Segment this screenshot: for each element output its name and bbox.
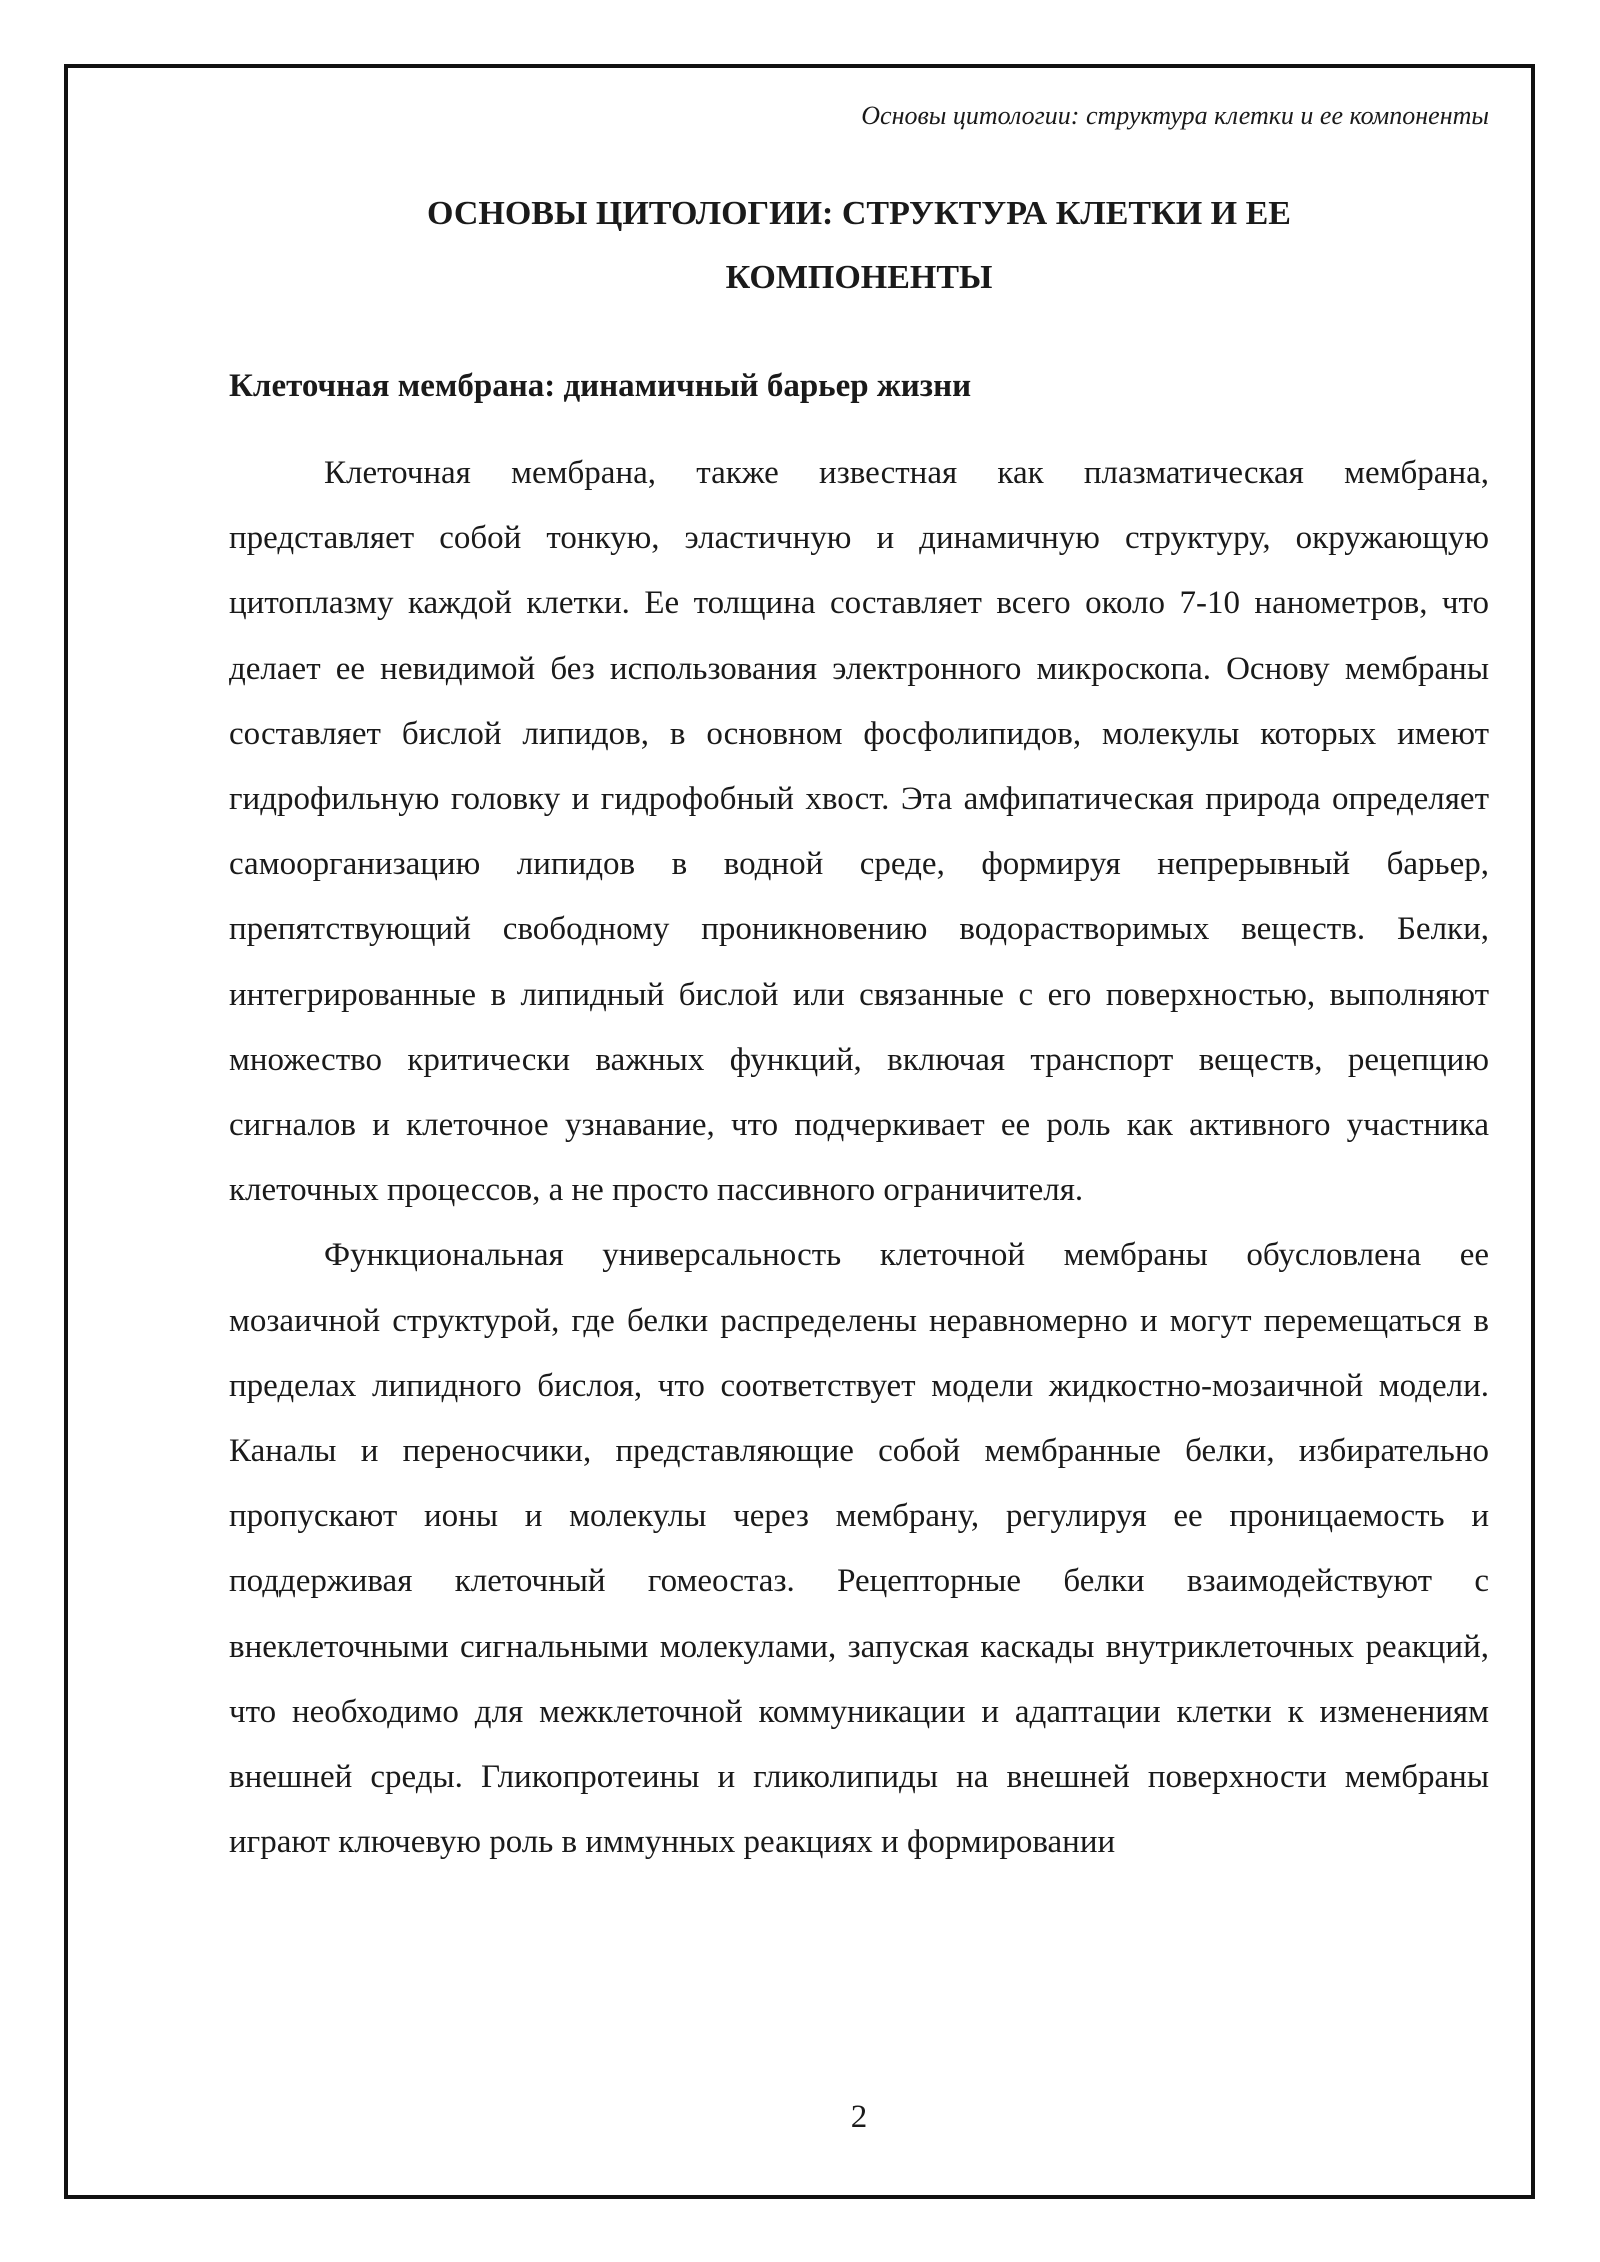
section-heading: Клеточная мембрана: динамичный барьер жизни [229, 368, 972, 404]
paragraph: Клеточная мембрана, также известная как плазматическая мембрана, представляет собой тонкую, эластичную и динамичную структуру, окружающую цитоплазму каждой клетки. Ее толщина составляет всего около 7-10 нанометров, что делает ее невидимой без использования электронного микроскопа. Основу мембраны составляет бислой липидов, в основном фосфолипидов, молекулы которых имеют гидрофильную головку и гидрофобный хвост. Эта амфипатическая природа определяет самоорганизацию липидов в водной среде, формируя непрерывный барьер, препятствующий свободному проникновению водорастворимых веществ. Белки, интегрированные в липидный бислой или связанные с его поверхностью, выполняют множество критически важных функций, включая транспорт веществ, рецепцию сигналов и клеточное узнавание, что подчеркивает ее роль как активного участника клеточных процессов, а не просто пассивного ограничителя. [229, 455, 1489, 1209]
page-number: 2 [850, 2099, 868, 2135]
document-title [229, 182, 1489, 310]
body-text [229, 441, 1489, 1875]
running-header: Основы цитологии: структура клетки и ее компоненты [861, 101, 1489, 130]
document-title-line-1: ОСНОВЫ ЦИТОЛОГИИ: СТРУКТУРА КЛЕТКИ И ЕЕ [427, 195, 1291, 232]
document-title-line-2: КОМПОНЕНТЫ [725, 259, 993, 296]
paragraph: Функциональная универсальность клеточной мембраны обусловлена ее мозаичной структурой, где белки распределены неравномерно и могут перемещаться в пределах липидного бислоя, что соответствует модели жидкостно-мозаичной модели. Каналы и переносчики, представляющие собой мембранные белки, избирательно пропускают ионы и молекулы через мембрану, регулируя ее проницаемость и поддерживая клеточный гомеостаз. Рецепторные белки взаимодействуют с внеклеточными сигнальными молекулами, запуская каскады внутриклеточных реакций, что необходимо для межклеточной коммуникации и адаптации клетки к изменениям внешней среды. Гликопротеины и гликолипиды на внешней поверхности мембраны играют ключевую роль в иммунных реакциях и формировании [229, 1237, 1489, 1861]
